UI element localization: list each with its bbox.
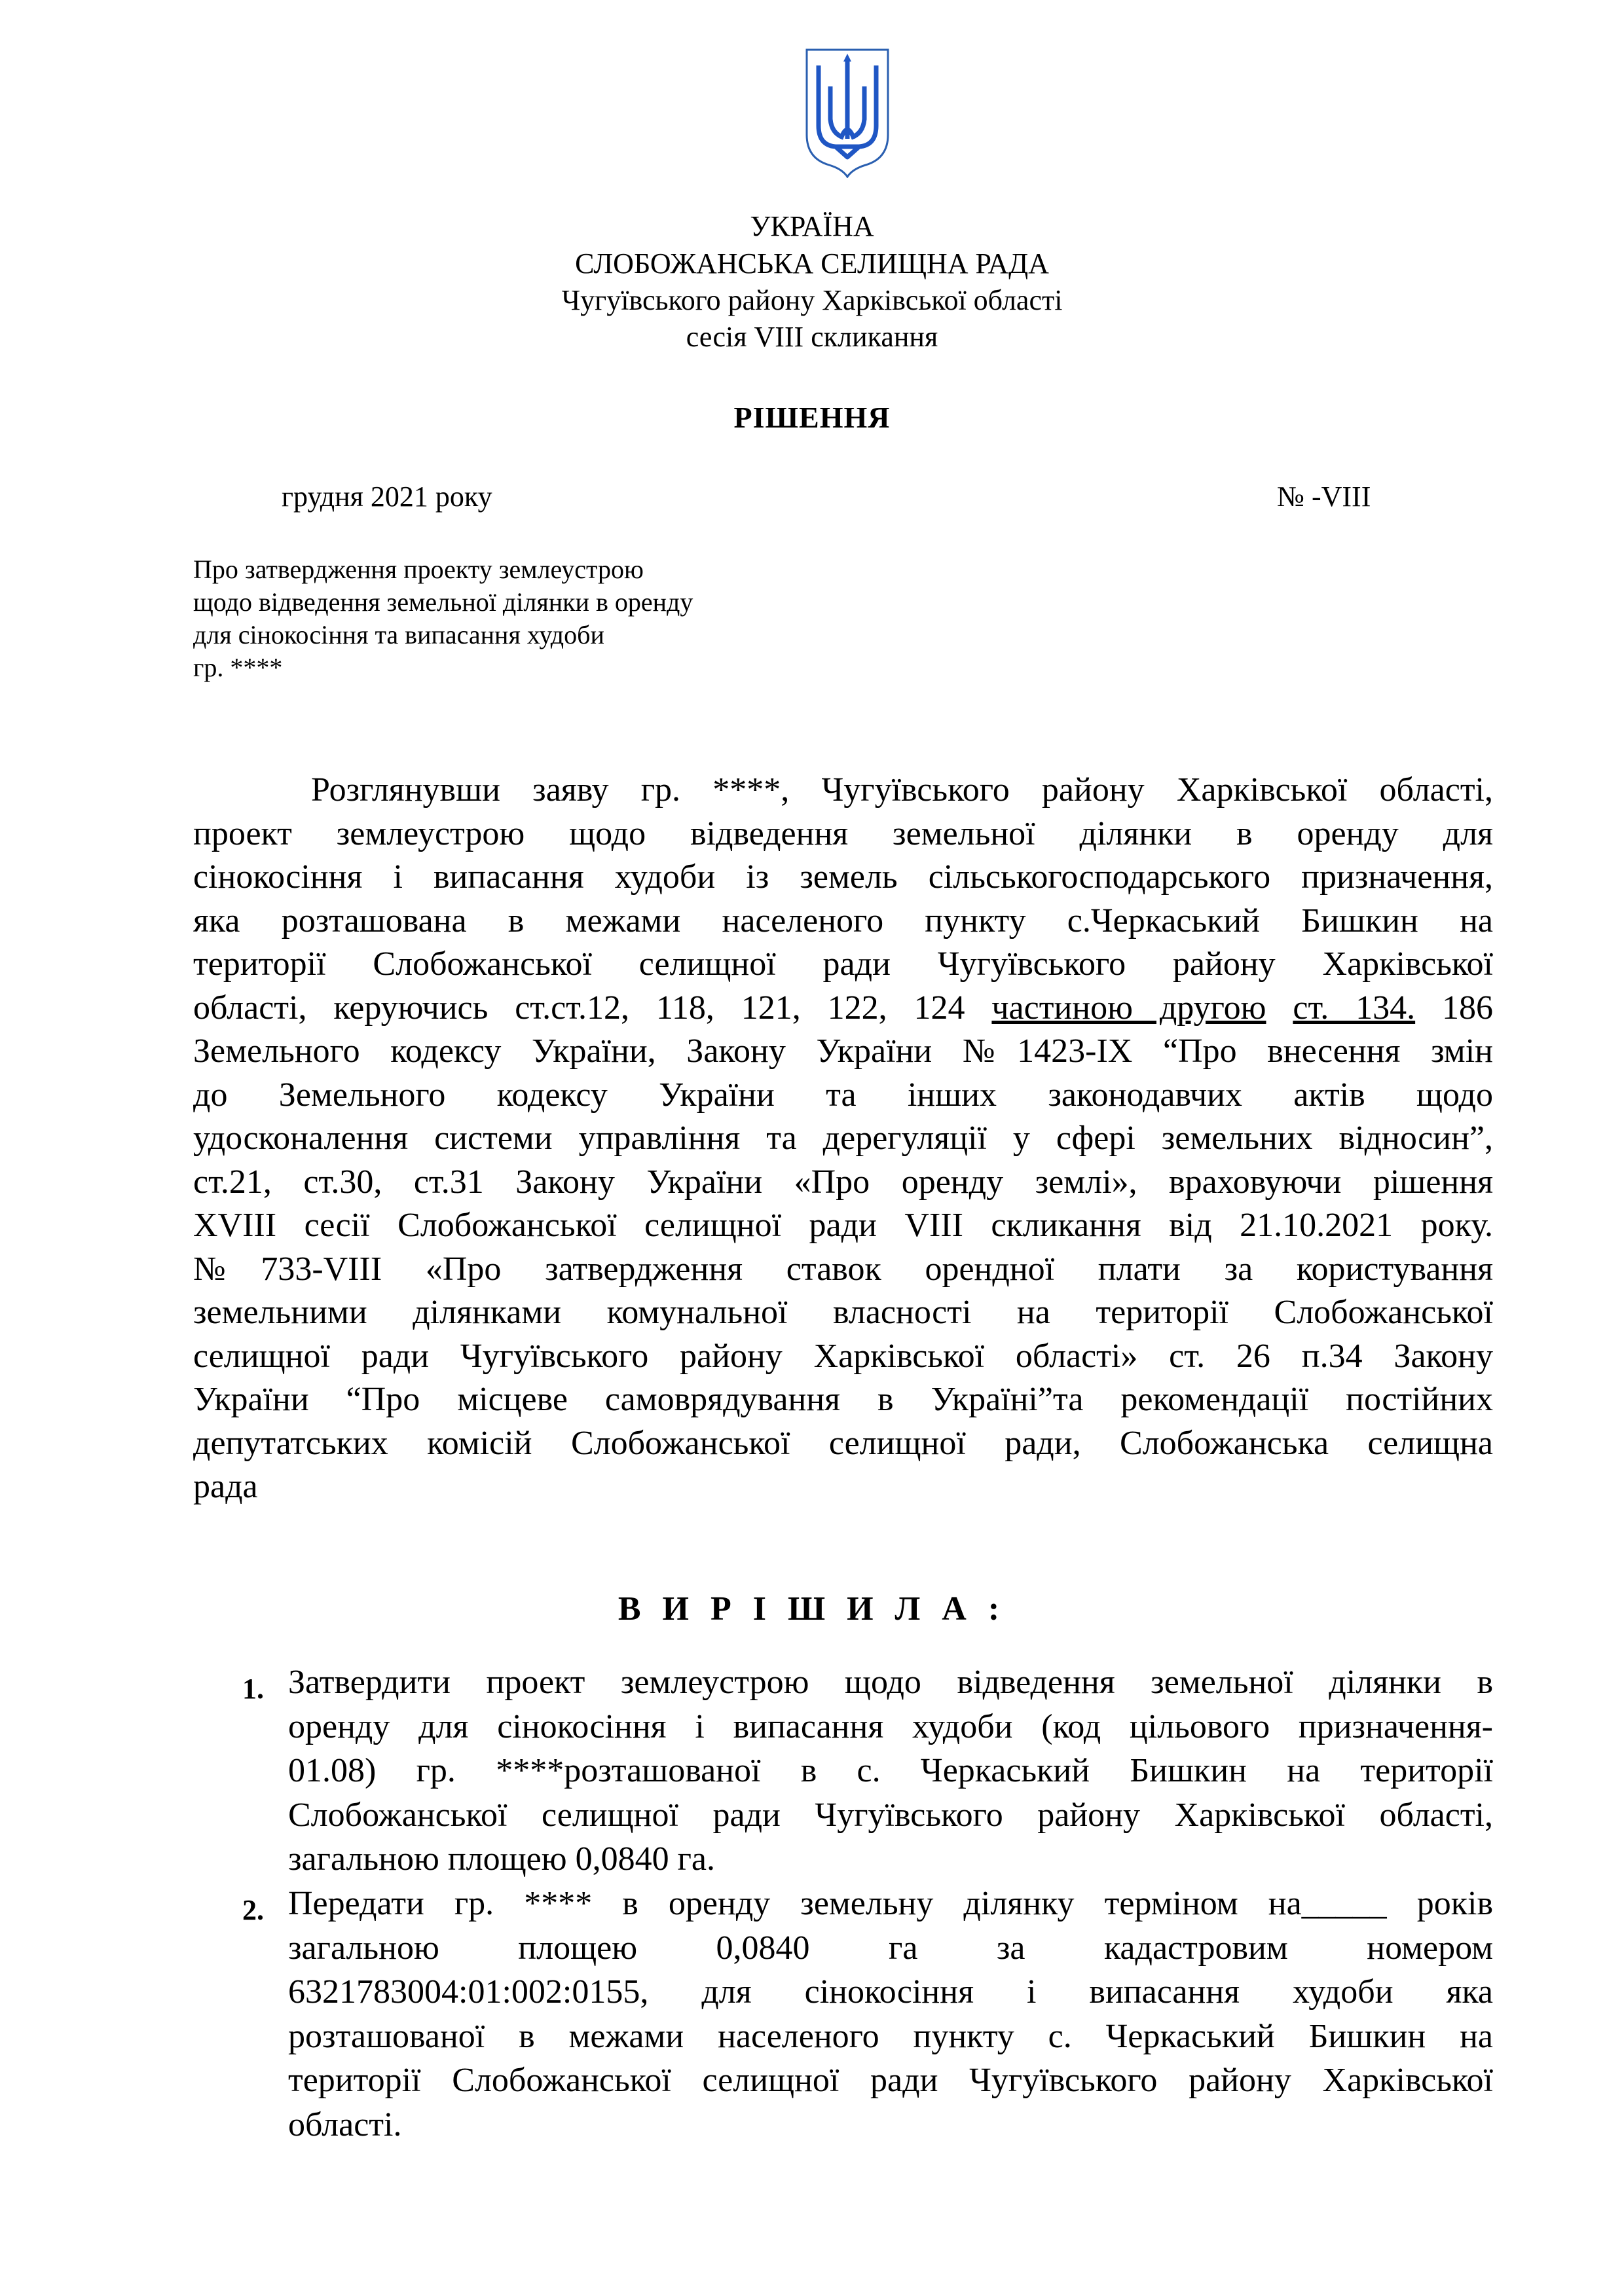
decision-number: № -VIII	[1277, 481, 1371, 513]
country-name: УКРАЇНА	[750, 210, 874, 242]
preamble-line: рада	[193, 1468, 258, 1505]
council-name: СЛОБОЖАНСЬКА СЕЛИЩНА РАДА	[575, 247, 1049, 280]
preamble-line: яка розташована в межами населеного пункту с.Черкаський Бишкин на	[193, 902, 1493, 939]
preamble-line: №733-VIII «Про затвердження ставок орендної плати за користування	[193, 1250, 1493, 1288]
preamble-line: Розглянувши заяву гр. ****, Чугуївського району Харківської області,	[311, 771, 1493, 809]
subject-line: Про затвердження проекту землеустрою	[193, 555, 644, 584]
preamble-line: проект землеустрою щодо відведення земельної ділянки в оренду для	[193, 814, 1493, 852]
item-line: Слобожанської селищної ради Чугуївського району Харківської області,	[288, 1796, 1493, 1834]
underlined-article: ст. 134.	[1293, 989, 1416, 1027]
subject-line: для сінокосіння та випасання худоби	[193, 620, 604, 649]
decision-subject	[193, 553, 848, 684]
preamble-line: України “Про місцеве самоврядування в Україні”та рекомендації постійних	[193, 1381, 1493, 1418]
preamble-line: депутатських комісій Слобожанської селищної ради, Слобожанська селищна	[193, 1424, 1493, 1462]
item-line: області.	[288, 2105, 402, 2143]
preamble-line: території Слобожанської селищної ради Чугуївського району Харківської	[193, 945, 1493, 983]
district-name: Чугуївського району Харківської області	[561, 284, 1063, 316]
preamble-line: удосконалення системи управління та дерегуляції у сфері земельних відносин”,	[193, 1120, 1493, 1157]
preamble-line	[193, 987, 1493, 1030]
preamble-line: XVIII сесії Слобожанської селищної ради VIII скликання від 21.10.2021 року.	[193, 1207, 1493, 1244]
preamble-line: земельними ділянками комунальної власності на території Слобожанської	[193, 1294, 1493, 1331]
preamble-paragraph	[193, 769, 1493, 1509]
preamble-line-text: області, керуючись ст.ст.12, 118, 121, 122, 124	[193, 989, 992, 1027]
item-line: загальною площею 0,0840 га за кадастровим номером	[288, 1929, 1493, 1967]
subject-line: щодо відведення земельної ділянки в оренду	[193, 587, 693, 617]
item-number: 2.	[242, 1894, 264, 1926]
item-line: Затвердити проект землеустрою щодо відведення земельної ділянки в	[288, 1664, 1493, 1701]
article-number: 186	[1415, 989, 1493, 1027]
item-line: розташованої в межами населеного пункту с. Черкаський Бишкин на	[288, 2017, 1493, 2055]
document-title: РІШЕННЯ	[733, 401, 891, 434]
coat-of-arms-icon	[803, 47, 892, 178]
preamble-line: сінокосіння і випасання худоби із земель сільськогосподарського призначення,	[193, 858, 1493, 896]
item-line: 6321783004:01:002:0155, для сінокосіння і випасання худоби яка	[288, 1973, 1493, 2011]
item-line: оренду для сінокосіння і випасання худоби (код цільового призначення-	[288, 1707, 1493, 1745]
decision-date: грудня 2021 року	[282, 481, 492, 513]
preamble-line: селищної ради Чугуївського району Харківської області» ст. 26 п.34 Закону	[193, 1337, 1493, 1375]
item-line: Передати гр. **** в оренду земельну ділянку терміном на_____ років	[288, 1885, 1493, 1922]
preamble-line: до Земельного кодексу України та інших законодавчих актів щодо	[193, 1076, 1493, 1114]
item-number: 1.	[242, 1673, 264, 1705]
decision-item-1	[242, 1660, 1493, 1882]
item-line: території Слобожанської селищної ради Чугуївського району Харківської	[288, 2062, 1493, 2099]
preamble-line: Земельного кодексу України, Закону України №1423-IX “Про внесення змін	[193, 1032, 1493, 1070]
underlined-reference: частиною другою	[991, 989, 1266, 1027]
session-name: сесія VIII скликання	[686, 321, 938, 353]
preamble-line: ст.21, ст.30, ст.31 Закону України «Про оренду землі», враховуючи рішення	[193, 1163, 1493, 1201]
subject-line: гр. ****	[193, 653, 283, 682]
item-line: 01.08) гр. ****розташованої в с. Черкаський Бишкин на території	[288, 1752, 1493, 1789]
decision-item-2	[242, 1882, 1493, 2147]
item-line: загальною площею 0,0840 га.	[288, 1840, 715, 1878]
decided-heading: В И Р І Ш И Л А :	[618, 1590, 1006, 1628]
